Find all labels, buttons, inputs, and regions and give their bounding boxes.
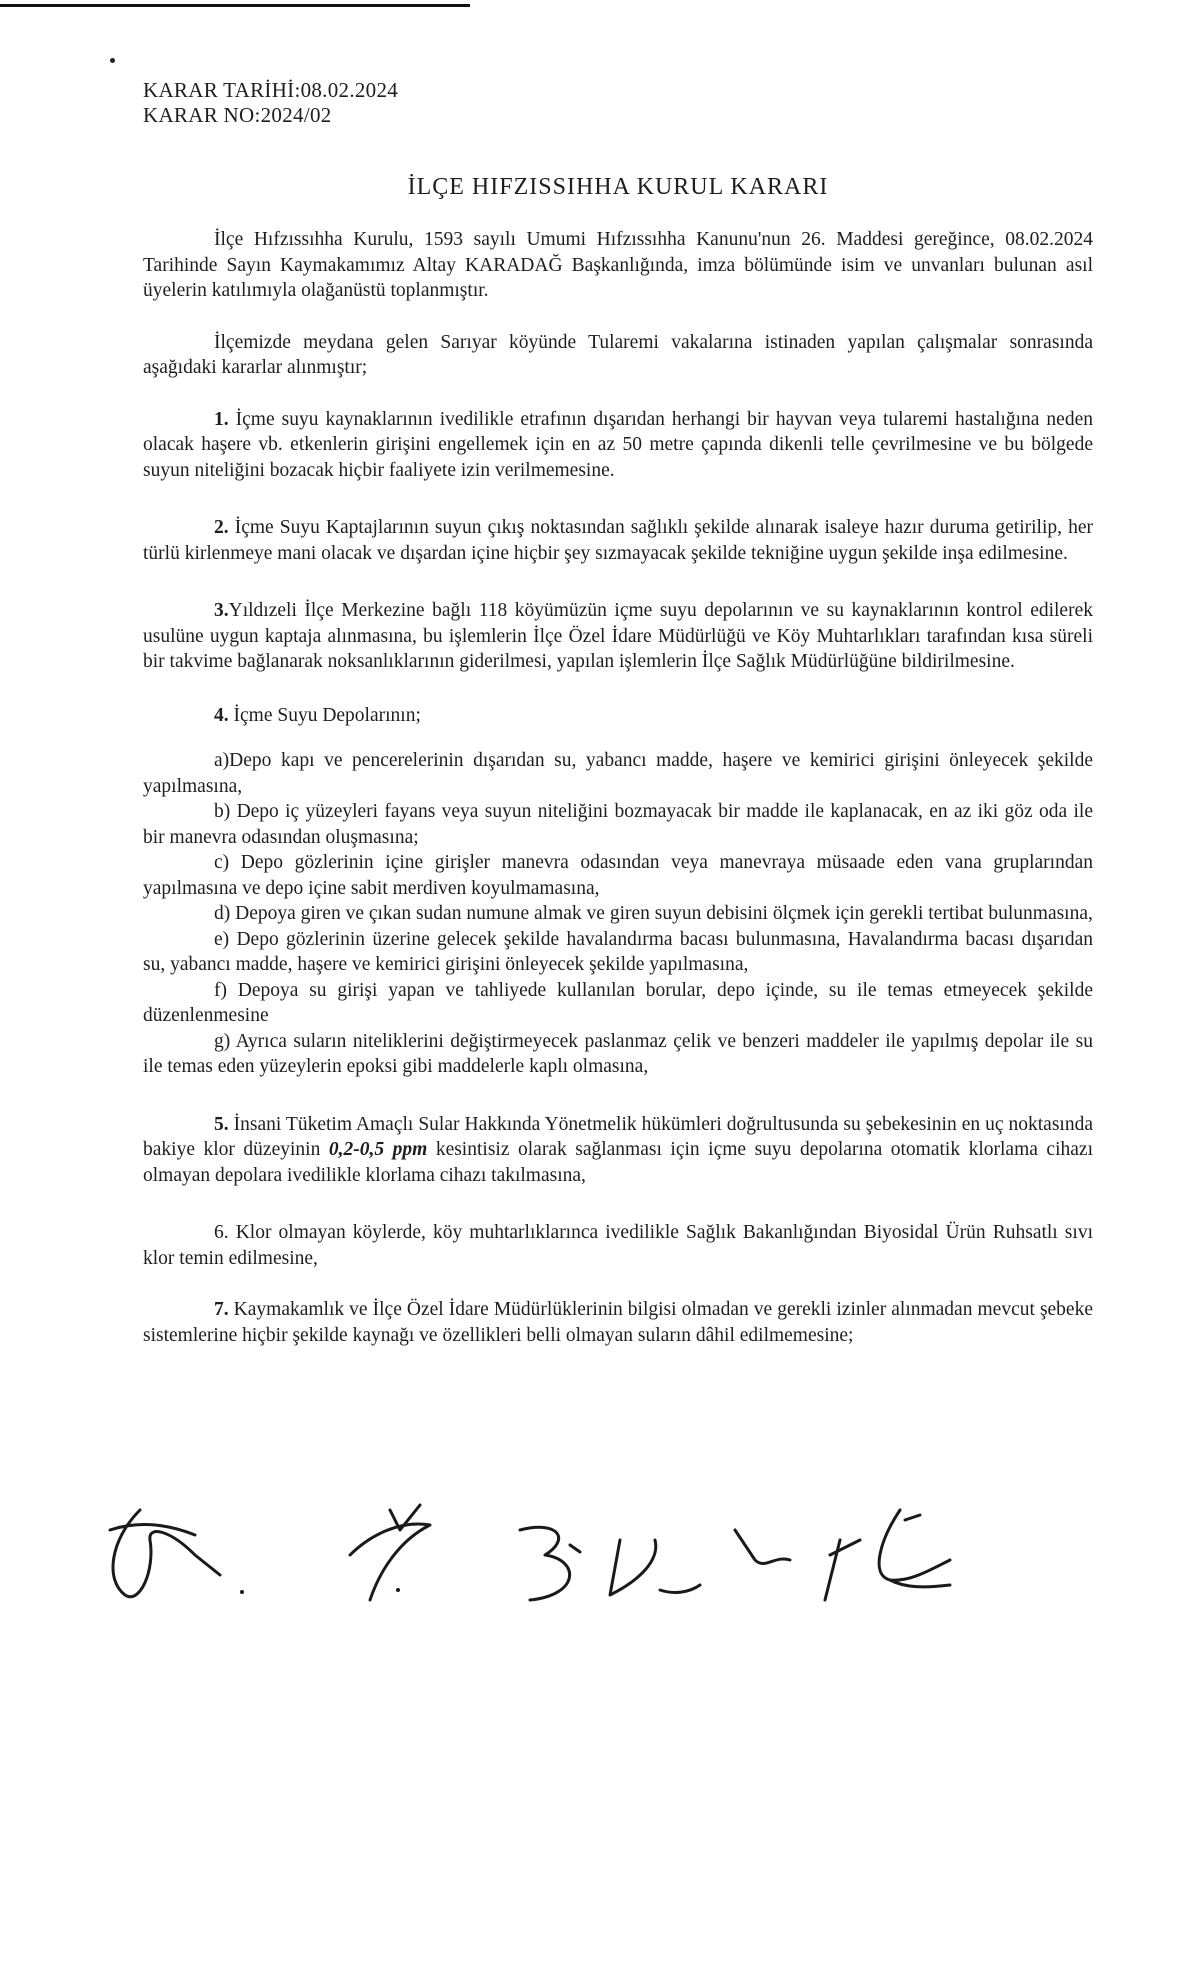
decision-item-2 (143, 515, 1093, 566)
item-number: 3. (214, 600, 229, 621)
signature-6 (825, 1510, 950, 1600)
decision-item-4 (143, 703, 1093, 729)
decision-date: KARAR TARİHİ:08.02.2024 (143, 78, 399, 102)
item-text: İçme Suyu Kaptajlarının suyun çıkış noktasından sağlıklı şekilde alınarak isaleye hazır duruma getirilip, her türlü kirlenmeye mani olacak ve dışardan içine hiçbir şey sızmayacak şekilde tekniğine uygun şekilde inşa edilmesine. (143, 517, 1093, 564)
item-text-b: kesintisiz olarak sağlanması için içme suyu depolarına otomatik klorlama cihazı olmayan depolara ivedilikle klorlama cihazı takılmasına, (143, 1139, 1093, 1186)
signatures (100, 1500, 1100, 1620)
scan-edge-line (0, 4, 470, 7)
signature-5 (735, 1530, 790, 1564)
signature-2 (350, 1505, 430, 1600)
item-number: 6. (214, 1222, 229, 1243)
subitem-f: f) Depoya su girişi yapan ve tahliyede kullanılan borular, depo içinde, su ile temas etmeyecek şekilde düzenlenmesine (143, 979, 1093, 1026)
scan-speck (110, 58, 115, 63)
item-number: 1. (214, 408, 229, 430)
decision-item-3 (143, 598, 1093, 675)
intro-paragraph-2: İlçemizde meydana gelen Sarıyar köyünde Tularemi vakalarına istinaden yapılan çalışmalar sonrasında aşağıdaki kararlar alınmıştır; (143, 331, 1093, 378)
document-page (143, 78, 1093, 1348)
decision-item-1 (143, 407, 1093, 484)
signature-4 (610, 1540, 700, 1595)
decision-item-7 (143, 1297, 1093, 1348)
signature-1 (110, 1510, 244, 1597)
decision-item-6 (143, 1220, 1093, 1271)
decision-number: KARAR NO:2024/02 (143, 103, 332, 127)
intro-paragraph-1: İlçe Hıfzıssıhha Kurulu, 1593 sayılı Umumi Hıfzıssıhha Kanunu'nun 26. Maddesi gereğince, 08.02.2024 Tarihinde Sayın Kaymakamımız Altay KARADAĞ Başkanlığında, imza bölümünde isim ve unvanları bulunan asıl üyelerin katılımıyla olağanüstü toplanmıştır. (143, 229, 1093, 301)
item-text: Klor olmayan köylerde, köy muhtarlıklarınca ivedilikle Sağlık Bakanlığından Biyosidal Ürün Ruhsatlı sıvı klor temin edilmesine, (143, 1222, 1093, 1269)
item-number: 4. (214, 704, 229, 726)
subitem-b: b) Depo iç yüzeyleri fayans veya suyun niteliğini bozmayacak bir madde ile kaplanacak, en az iki göz oda ile bir manevra odasından oluşmasına; (143, 801, 1093, 848)
subitem-c: c) Depo gözlerinin içine girişler manevra odasından veya manevraya müsaade eden vana gruplarından yapılmasına ve depo içine sabit merdiven koyulmamasına, (143, 852, 1093, 899)
item-number: 7. (214, 1299, 229, 1320)
subitem-e: e) Depo gözlerinin üzerine gelecek şekilde havalandırma bacası bulunmasına, Havalandırma bacası dışarıdan su, yabancı madde, haşere ve kemirici girişini önleyecek şekilde yapılmasına, (143, 928, 1093, 975)
subitem-d: d) Depoya giren ve çıkan sudan numune almak ve giren suyun debisini ölçmek için gerekli tertibat bulunmasına, (214, 903, 1093, 924)
item-text: Yıldızeli İlçe Merkezine bağlı 118 köyümüzün içme suyu depolarının ve su kaynaklarının kontrol edilerek usulüne uygun kaptaja alınmasına, bu işlemlerin İlçe Özel İdare Müdürlüğü ve Köy Muhtarlıkları tarafından kısa süreli bir takvime bağlanarak noksanlıklarının giderilmesi, yapılan işlemlerin İlçe Sağlık Müdürlüğüne bildirilmesine. (143, 600, 1093, 672)
document-title: İLÇE HIFZISSIHHA KURUL KARARI (407, 174, 829, 200)
item-text: İçme suyu kaynaklarının ivedilikle etrafının dışarıdan herhangi bir hayvan veya tularemi hastalığına neden olacak haşere vb. etkenlerin girişini engellemek için en az 50 metre çapında dikenli telle çevrilmesine ve bu bölgede suyun niteliğini bozacak hiçbir faaliyete izin verilmemesine. (143, 408, 1093, 481)
item-number: 5. (214, 1113, 229, 1135)
item-text: İçme Suyu Depolarının; (228, 704, 421, 726)
chlorine-range: 0,2-0,5 ppm (328, 1139, 428, 1160)
item-number: 2. (214, 517, 229, 538)
item-text: Kaymakamlık ve İlçe Özel İdare Müdürlüklerinin bilgisi olmadan ve gerekli izinler alınmadan mevcut şebeke sistemlerine hiçbir şekilde kaynağı ve özellikleri belli olmayan suların dâhil edilmemesine; (143, 1299, 1093, 1346)
subitem-g: g) Ayrıca suların niteliklerini değiştirmeyecek paslanmaz çelik ve benzeri maddeler ile yapılmış depolar ile su ile temas eden yüzeylerin epoksi gibi maddelerle kaplı olmasına, (143, 1030, 1093, 1077)
item-text-a: İnsani Tüketim Amaçlı Sular Hakkında Yönetmelik hükümleri doğrultusunda su şebekesinin en uç noktasında bakiye klor düzeyinin (143, 1113, 1093, 1160)
signature-3 (520, 1527, 580, 1600)
subitem-a: a)Depo kapı ve pencerelerinin dışarıdan su, yabancı madde, haşere ve kemirici girişini önleyecek şekilde yapılmasına, (143, 750, 1093, 797)
decision-item-5 (143, 1112, 1093, 1189)
